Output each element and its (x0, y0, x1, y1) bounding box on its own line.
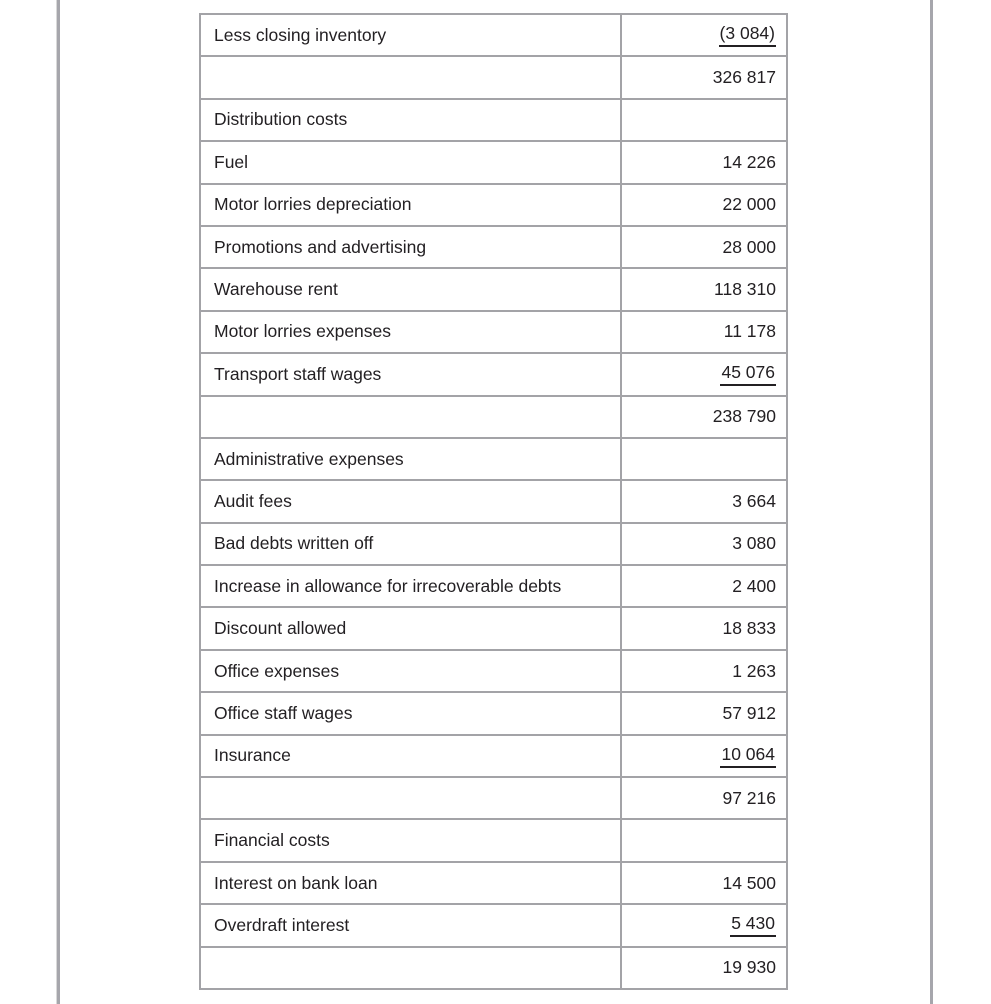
row-amount (621, 438, 787, 480)
table-row (200, 650, 787, 692)
amount-value: 118 310 (714, 279, 776, 300)
row-label: Transport staff wages (200, 353, 621, 395)
amount-value-underlined: (3 084) (719, 23, 776, 47)
row-amount (621, 226, 787, 268)
amount-value: 28 000 (722, 236, 776, 257)
table-row (200, 99, 787, 141)
amount-value: 22 000 (722, 194, 776, 215)
table-row (200, 396, 787, 438)
table-row (200, 311, 787, 353)
table-row (200, 947, 787, 989)
row-amount (621, 947, 787, 989)
financial-statement-table (199, 13, 788, 990)
table-row (200, 692, 787, 734)
row-label: Overdraft interest (200, 904, 621, 946)
table-row (200, 819, 787, 861)
row-amount (621, 819, 787, 861)
row-label: Office expenses (200, 650, 621, 692)
table-row (200, 777, 787, 819)
table-row (200, 523, 787, 565)
table-row (200, 480, 787, 522)
amount-value: 326 817 (712, 67, 776, 88)
amount-value: 57 912 (722, 702, 776, 723)
row-label (200, 396, 621, 438)
amount-value-underlined: 10 064 (720, 744, 776, 768)
table-row (200, 268, 787, 310)
row-label: Warehouse rent (200, 268, 621, 310)
table-row (200, 862, 787, 904)
row-label: Interest on bank loan (200, 862, 621, 904)
amount-value: 2 400 (732, 575, 776, 596)
amount-value: 18 833 (722, 618, 776, 639)
row-amount (621, 184, 787, 226)
row-amount (621, 692, 787, 734)
amount-value-underlined: 5 430 (730, 913, 776, 937)
row-amount (621, 311, 787, 353)
table-row (200, 184, 787, 226)
row-amount (621, 523, 787, 565)
row-label: Distribution costs (200, 99, 621, 141)
page-right-edge-line (930, 0, 933, 1004)
row-amount (621, 353, 787, 395)
table-row (200, 735, 787, 777)
amount-value: 14 500 (722, 872, 776, 893)
row-amount (621, 777, 787, 819)
amount-value: 1 263 (732, 660, 776, 681)
table-body (200, 14, 787, 989)
row-label: Less closing inventory (200, 14, 621, 56)
row-label (200, 777, 621, 819)
row-label: Fuel (200, 141, 621, 183)
row-amount (621, 565, 787, 607)
row-amount (621, 480, 787, 522)
row-label (200, 56, 621, 98)
row-amount (621, 904, 787, 946)
amount-value: 3 664 (732, 490, 776, 511)
row-amount (621, 650, 787, 692)
table-row (200, 438, 787, 480)
table-row (200, 14, 787, 56)
table-row (200, 353, 787, 395)
table-row (200, 56, 787, 98)
row-label: Increase in allowance for irrecoverable debts (200, 565, 621, 607)
row-amount (621, 14, 787, 56)
amount-value: 19 930 (722, 957, 776, 978)
amount-value: 3 080 (732, 533, 776, 554)
row-amount (621, 396, 787, 438)
row-label: Office staff wages (200, 692, 621, 734)
page-left-edge-line (56, 0, 60, 1004)
amount-value: 14 226 (722, 151, 776, 172)
amount-value: 238 790 (712, 406, 776, 427)
row-amount (621, 862, 787, 904)
table-row (200, 607, 787, 649)
row-label: Promotions and advertising (200, 226, 621, 268)
row-amount (621, 607, 787, 649)
amount-value: 11 178 (723, 321, 776, 342)
amount-value: 97 216 (722, 787, 776, 808)
table-row (200, 141, 787, 183)
table-row (200, 565, 787, 607)
row-label: Motor lorries depreciation (200, 184, 621, 226)
row-label (200, 947, 621, 989)
row-amount (621, 56, 787, 98)
row-amount (621, 268, 787, 310)
row-label: Insurance (200, 735, 621, 777)
row-amount (621, 99, 787, 141)
row-label: Financial costs (200, 819, 621, 861)
row-label: Motor lorries expenses (200, 311, 621, 353)
row-amount (621, 735, 787, 777)
row-label: Bad debts written off (200, 523, 621, 565)
row-label: Audit fees (200, 480, 621, 522)
row-label: Administrative expenses (200, 438, 621, 480)
amount-value-underlined: 45 076 (720, 362, 776, 386)
row-label: Discount allowed (200, 607, 621, 649)
row-amount (621, 141, 787, 183)
table-row (200, 226, 787, 268)
table-row (200, 904, 787, 946)
